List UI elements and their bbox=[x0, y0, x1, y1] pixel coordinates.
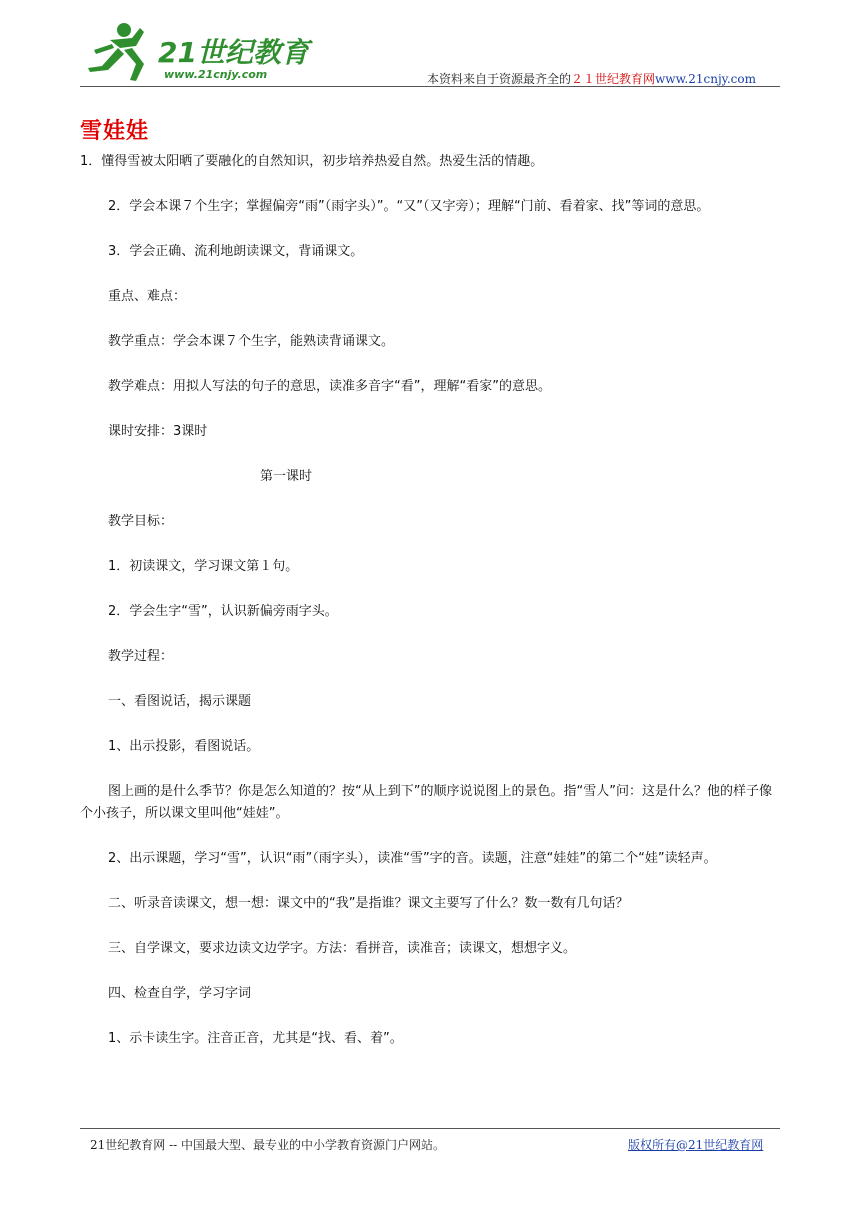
lesson-body bbox=[80, 151, 780, 1050]
paragraph: 二、听录音读课文，想一想：课文中的“我”是指谁？课文主要写了什么？数一数有几句话？ bbox=[108, 896, 629, 911]
paragraph: 2、出示课题，学习“雪”，认识“雨”（雨字头），读准“雪”字的音。读题，注意“娃娃”的第二个“娃”读轻声。 bbox=[108, 851, 717, 866]
paragraph: 3．学会正确、流利地朗读课文，背诵课文。 bbox=[108, 244, 364, 259]
page-header bbox=[80, 20, 780, 88]
header-note-site: ２１世纪教育网 bbox=[571, 72, 656, 86]
footer-copyright-link[interactable]: 版权所有@21世纪教育网 bbox=[628, 1138, 764, 1152]
paragraph: 1．懂得雪被太阳晒了要融化的自然知识，初步培养热爱自然。热爱生活的情趣。 bbox=[80, 154, 544, 169]
paragraph: 四、检查自学，学习字词 bbox=[108, 986, 252, 1001]
paragraph: 图上画的是什么季节？你是怎么知道的？按“从上到下”的顺序说说图上的景色。指“雪人”问：这是什么？他的样子像个小孩子，所以课文里叫他“娃娃”。 bbox=[80, 784, 772, 821]
footer-divider bbox=[80, 1128, 780, 1129]
section-heading: 第一课时 bbox=[260, 469, 313, 484]
paragraph: 1、出示投影，看图说话。 bbox=[108, 739, 260, 754]
paragraph: 教学过程： bbox=[108, 649, 174, 664]
runner-icon bbox=[88, 23, 144, 81]
paragraph: 课时安排：3课时 bbox=[108, 424, 208, 439]
header-note-link[interactable]: www.21cnjy.com bbox=[655, 72, 756, 86]
paragraph: 教学难点：用拟人写法的句子的意思，读准多音字“看”，理解“看家”的意思。 bbox=[108, 379, 551, 394]
logo-text: 21世纪教育 bbox=[158, 36, 309, 69]
header-note-prefix: 本资料来自于资源最齐全的 bbox=[427, 72, 572, 86]
paragraph: 一、看图说话，揭示课题 bbox=[108, 694, 252, 709]
paragraph: 2．学会本课７个生字；掌握偏旁“雨”（雨字头）”。“又”（又字旁）；理解“门前、看着家、找”等词的意思。 bbox=[108, 199, 710, 214]
site-logo bbox=[80, 20, 309, 86]
paragraph: 教学重点：学会本课７个生字，能熟读背诵课文。 bbox=[108, 334, 395, 349]
paragraph: 2．学会生字“雪”，认识新偏旁雨字头。 bbox=[108, 604, 338, 619]
paragraph: 重点、难点： bbox=[108, 289, 187, 304]
footer-site-description: 21世纪教育网 -- 中国最大型、最专业的中小学教育资源门户网站。 bbox=[90, 1138, 446, 1152]
header-divider bbox=[80, 86, 780, 87]
paragraph: 三、自学课文，要求边读文边学字。方法：看拼音，读准音；读课文，想想字义。 bbox=[108, 941, 577, 956]
header-source-note bbox=[427, 70, 756, 87]
logo-url: www.21cnjy.com bbox=[164, 68, 268, 81]
paragraph: 1．初读课文，学习课文第１句。 bbox=[108, 559, 299, 574]
lesson-title: 雪娃娃 bbox=[80, 119, 150, 144]
paragraph: 教学目标： bbox=[108, 514, 174, 529]
paragraph: 1、示卡读生字。注音正音，尤其是“找、看、着”。 bbox=[108, 1031, 403, 1046]
